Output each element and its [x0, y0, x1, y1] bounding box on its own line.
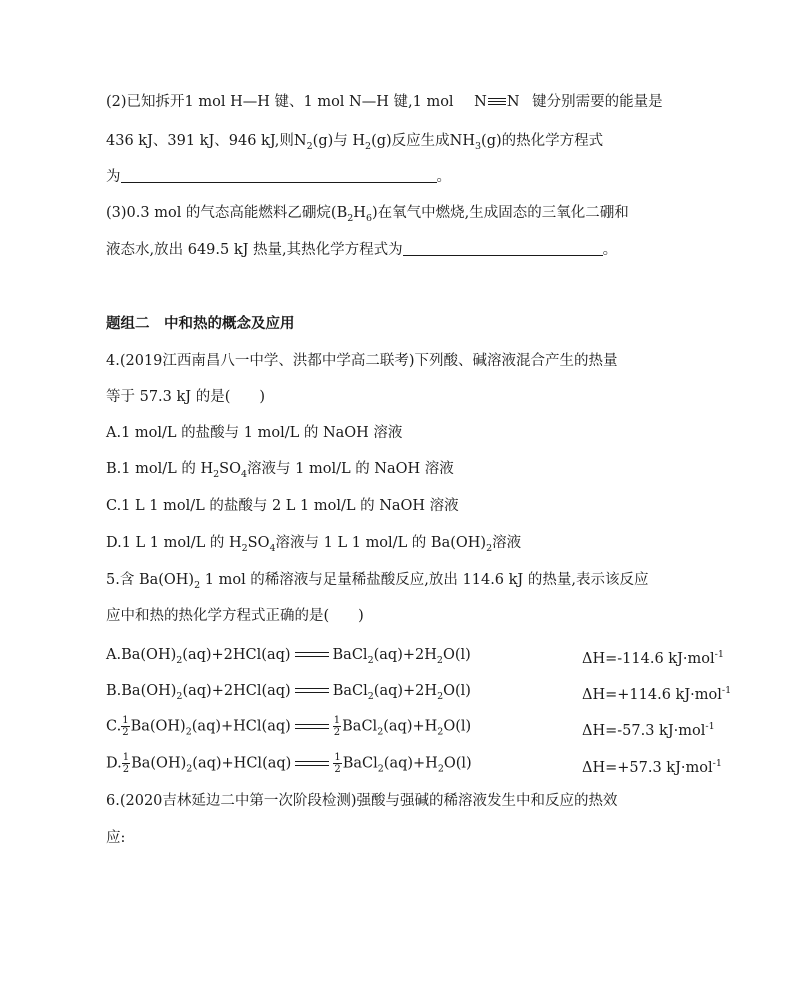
- subscript: 2: [306, 140, 313, 152]
- option-text: 溶液与 1 L 1 mol/L 的 Ba(OH): [275, 535, 487, 551]
- equals-arrow-icon: [295, 759, 329, 769]
- equation-text: (aq)+2H: [373, 647, 437, 663]
- q2-text: 436 kJ、391 kJ、946 kJ,则N: [106, 133, 307, 149]
- subscript: 2: [365, 140, 372, 152]
- q2-text: (2)已知拆开1 mol H—H 键、1 mol N—H 键,1 mol: [106, 94, 454, 110]
- q2-line-2: [106, 131, 603, 157]
- equation-text: (aq)+2HCl(aq): [182, 647, 291, 663]
- option-text: 溶液与 1 mol/L 的 NaOH 溶液: [247, 461, 454, 477]
- q4-option-a[interactable]: A.1 mol/L 的盐酸与 1 mol/L 的 NaOH 溶液: [106, 425, 403, 441]
- option-text: 溶液: [492, 535, 522, 551]
- equation-text: (aq)+H: [383, 718, 438, 735]
- equation-text: (aq)+2HCl(aq): [182, 683, 291, 699]
- equation-text: O(l): [443, 755, 472, 772]
- triple-bond-icon: [488, 98, 506, 106]
- q5-stem-2: 应中和热的热化学方程式正确的是( ): [106, 608, 364, 624]
- enthalpy-value: ΔH=+57.3 kJ·mol$^{-1}$: [582, 758, 722, 776]
- subscript: 2: [213, 468, 220, 480]
- q2-text: 键分别需要的能量是: [532, 94, 663, 110]
- subscript: 6: [365, 212, 372, 224]
- equation-text: BaCl: [332, 683, 368, 699]
- equation-text: Ba(OH): [130, 718, 186, 735]
- subscript: 2: [176, 690, 183, 702]
- equals-arrow-icon: [295, 686, 329, 696]
- section-title: 题组二 中和热的概念及应用: [106, 316, 295, 332]
- q4-stem-1: 4.(2019江西南昌八一中学、洪都中学高二联考)下列酸、碱溶液混合产生的热量: [106, 353, 618, 369]
- q6-stem-1: 6.(2020吉林延边二中第一次阶段检测)强酸与强碱的稀溶液发生中和反应的热效: [106, 793, 618, 809]
- fraction-half: $\frac{1}{2}$: [334, 752, 341, 775]
- subscript: 2: [347, 212, 354, 224]
- q4-option-c[interactable]: C.1 L 1 mol/L 的盐酸与 2 L 1 mol/L 的 NaOH 溶液: [106, 498, 459, 514]
- q2-text: 为: [106, 169, 121, 185]
- q2-text: 。: [436, 169, 451, 185]
- nn-right-atom: N: [506, 94, 520, 110]
- equation-text: O(l): [443, 718, 472, 735]
- equation-text: (aq)+HCl(aq): [191, 718, 291, 735]
- equation-text: Ba(OH): [121, 647, 177, 663]
- equation-text: BaCl: [342, 718, 378, 735]
- subscript: 2: [437, 690, 444, 702]
- fraction-half: $\frac{1}{2}$: [333, 715, 341, 738]
- q2-text: (g)反应生成NH: [371, 133, 475, 149]
- option-text: B.1 mol/L 的 H: [106, 461, 214, 477]
- equation-text: O(l): [442, 647, 471, 663]
- triple-bond-formula: [472, 92, 521, 112]
- q2-line-1: [106, 92, 663, 112]
- q2-text: (g)的热化学方程式: [481, 133, 604, 149]
- q4-option-d[interactable]: [106, 533, 521, 559]
- option-text: D.1 L 1 mol/L 的 H: [106, 535, 242, 551]
- q5-option-d[interactable]: [106, 752, 722, 779]
- equals-arrow-icon: [295, 650, 329, 660]
- equation-text: BaCl: [342, 755, 378, 772]
- q4-stem-2: 等于 57.3 kJ 的是( ): [106, 389, 266, 405]
- subscript: 2: [241, 542, 248, 554]
- subscript: 2: [377, 726, 384, 738]
- subscript: 2: [436, 654, 443, 666]
- equation-text: (aq)+HCl(aq): [192, 755, 292, 772]
- q3-text: 液态水,放出 649.5 kJ 热量,其热化学方程式为: [106, 242, 403, 258]
- equals-arrow-icon: [295, 722, 329, 732]
- q5-option-a[interactable]: [106, 645, 724, 671]
- subscript: 2: [367, 690, 374, 702]
- subscript: 2: [486, 542, 493, 554]
- fraction-half: $\frac{1}{2}$: [122, 752, 130, 775]
- subscript: 2: [176, 654, 183, 666]
- q5-option-b[interactable]: [106, 681, 732, 707]
- equation-text: (aq)+H: [383, 755, 438, 772]
- option-label: C.: [106, 718, 122, 735]
- subscript: 2: [194, 579, 201, 591]
- equation-text: O(l): [443, 683, 471, 699]
- q5-stem-1: [106, 570, 648, 596]
- subscript: 4: [240, 468, 248, 480]
- q5-option-c[interactable]: [106, 715, 715, 742]
- q3-text: )在氧气中燃烧,生成固态的三氧化二硼和: [372, 205, 629, 221]
- q5-text: 5.含 Ba(OH): [106, 572, 195, 588]
- q3-text: H: [353, 205, 366, 221]
- equation-text: Ba(OH): [131, 755, 187, 772]
- q4-option-b[interactable]: [106, 459, 454, 485]
- option-label: B.: [106, 683, 122, 699]
- equation-text: Ba(OH): [121, 683, 177, 699]
- subscript: 4: [269, 542, 276, 554]
- q3-line-1: [106, 203, 629, 229]
- option-text: SO: [247, 535, 270, 551]
- nn-left-atom: N: [474, 94, 487, 110]
- subscript: 3: [475, 140, 482, 152]
- option-label: D.: [106, 755, 122, 772]
- enthalpy-value: ΔH=-57.3 kJ·mol$^{-1}$: [582, 721, 715, 739]
- q5-text: 1 mol 的稀溶液与足量稀盐酸反应,放出 114.6 kJ 的热量,表示该反应: [200, 572, 649, 588]
- q3-text: (3)0.3 mol 的气态高能燃料乙硼烷(B: [106, 205, 348, 221]
- enthalpy-value: ΔH=-114.6 kJ·mol$^{-1}$: [582, 649, 724, 667]
- enthalpy-value: ΔH=+114.6 kJ·mol$^{-1}$: [582, 685, 732, 703]
- equation-text: (aq)+2H: [373, 683, 438, 699]
- q3-text: 。: [602, 242, 618, 258]
- subscript: 2: [367, 654, 374, 666]
- subscript: 2: [185, 726, 192, 738]
- subscript: 2: [186, 763, 193, 775]
- answer-blank-q2[interactable]: [121, 168, 437, 183]
- option-text: SO: [219, 461, 241, 477]
- answer-blank-q3[interactable]: [403, 241, 603, 256]
- q6-stem-2: 应:: [106, 830, 126, 846]
- fraction-half: $\frac{1}{2}$: [122, 715, 129, 738]
- subscript: 2: [437, 763, 444, 775]
- equation-text: BaCl: [332, 647, 368, 663]
- q3-line-2: [106, 240, 617, 260]
- subscript: 2: [437, 726, 444, 738]
- option-label: A.: [106, 647, 122, 663]
- q2-line-3: [106, 167, 451, 187]
- q2-text: (g)与 H: [312, 133, 366, 149]
- subscript: 2: [377, 763, 384, 775]
